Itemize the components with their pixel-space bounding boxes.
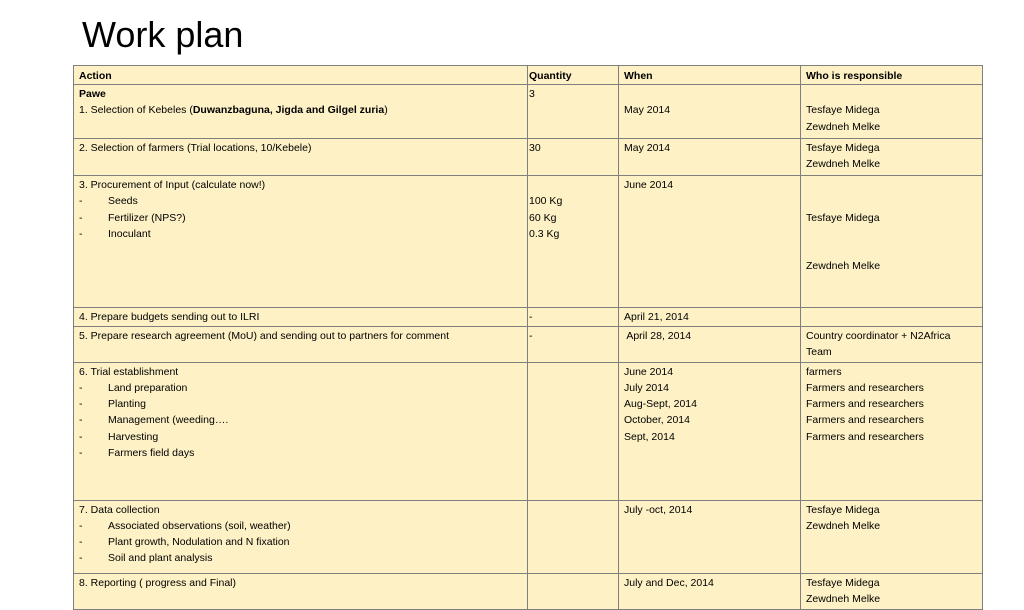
quantity-cell: 30 bbox=[528, 139, 619, 176]
table-row bbox=[74, 85, 983, 139]
list-item: - Inoculant bbox=[79, 227, 151, 240]
when-cell: April 28, 2014 bbox=[619, 326, 801, 362]
when-cell: June 2014 July 2014 Aug-Sept, 2014 October, 2014 Sept, 2014 bbox=[619, 362, 801, 500]
header-action: Action bbox=[74, 66, 528, 85]
who-cell: Tesfaye Midega Zewdneh Melke bbox=[801, 176, 983, 308]
when-cell: May 2014 bbox=[619, 139, 801, 176]
when-cell: April 21, 2014 bbox=[619, 307, 801, 326]
who-cell: Tesfaye Midega Zewdneh Melke bbox=[801, 139, 983, 176]
list-item: - Land preparation bbox=[79, 382, 188, 395]
action-cell: 7. Data collection - Associated observations (soil, weather) - Plant growth, Nodulation and N fixation - Soil and plant analysis bbox=[74, 500, 528, 573]
list-item: - Planting bbox=[79, 398, 146, 411]
when-cell: July -oct, 2014 bbox=[619, 500, 801, 573]
quantity-cell bbox=[528, 500, 619, 573]
when-cell: May 2014 bbox=[619, 85, 801, 139]
who-cell: Tesfaye Midega Zewdneh Melke bbox=[801, 573, 983, 609]
action-cell: 4. Prepare budgets sending out to ILRI bbox=[74, 307, 528, 326]
action-cell: 5. Prepare research agreement (MoU) and sending out to partners for comment bbox=[74, 326, 528, 362]
who-cell bbox=[801, 307, 983, 326]
table-row bbox=[74, 176, 983, 308]
quantity-cell: - bbox=[528, 307, 619, 326]
table-row bbox=[74, 326, 983, 362]
group-label: Pawe bbox=[79, 88, 106, 101]
who-cell: Tesfaye Midega Zewdneh Melke bbox=[801, 500, 983, 573]
action-cell: 6. Trial establishment - Land preparation - Planting - Management (weeding…. - Harvesting - Farmers field days bbox=[74, 362, 528, 500]
list-item: - Harvesting bbox=[79, 430, 159, 443]
action-text: 1. Selection of Kebeles (Duwanzbaguna, Jigda and Gilgel zuria) bbox=[79, 104, 388, 117]
quantity-cell: 3 bbox=[528, 85, 619, 139]
list-item: - Plant growth, Nodulation and N fixation bbox=[79, 536, 290, 549]
who-cell: farmers Farmers and researchers Farmers and researchers Farmers and researchers Farmers and researchers bbox=[801, 362, 983, 500]
work-plan-table bbox=[73, 65, 983, 610]
table-header-row bbox=[74, 66, 983, 85]
table-row bbox=[74, 139, 983, 176]
list-item: - Fertilizer (NPS?) bbox=[79, 211, 186, 224]
list-item: - Management (weeding…. bbox=[79, 414, 229, 427]
quantity-cell: - bbox=[528, 326, 619, 362]
list-item: - Farmers field days bbox=[79, 446, 195, 459]
list-item: - Associated observations (soil, weather) bbox=[79, 520, 291, 533]
table-row bbox=[74, 500, 983, 573]
who-cell: Country coordinator + N2Africa Team bbox=[801, 326, 983, 362]
page-title: Work plan bbox=[82, 14, 244, 55]
when-cell: June 2014 bbox=[619, 176, 801, 308]
list-item: - Seeds bbox=[79, 195, 138, 208]
action-cell: 8. Reporting ( progress and Final) bbox=[74, 573, 528, 609]
table-row bbox=[74, 362, 983, 500]
table-row bbox=[74, 307, 983, 326]
table-row bbox=[74, 573, 983, 609]
list-item: - Soil and plant analysis bbox=[79, 552, 213, 565]
header-when: When bbox=[619, 66, 801, 85]
who-cell: Tesfaye Midega Zewdneh Melke bbox=[801, 85, 983, 139]
header-who: Who is responsible bbox=[801, 66, 983, 85]
quantity-cell: 100 Kg 60 Kg 0.3 Kg bbox=[528, 176, 619, 308]
action-cell: 2. Selection of farmers (Trial locations, 10/Kebele) bbox=[74, 139, 528, 176]
when-cell: July and Dec, 2014 bbox=[619, 573, 801, 609]
action-cell: 3. Procurement of Input (calculate now!) - Seeds - Fertilizer (NPS?) - Inoculant bbox=[74, 176, 528, 308]
header-quantity: Quantity bbox=[528, 66, 619, 85]
action-cell bbox=[74, 85, 528, 139]
quantity-cell bbox=[528, 362, 619, 500]
quantity-cell bbox=[528, 573, 619, 609]
